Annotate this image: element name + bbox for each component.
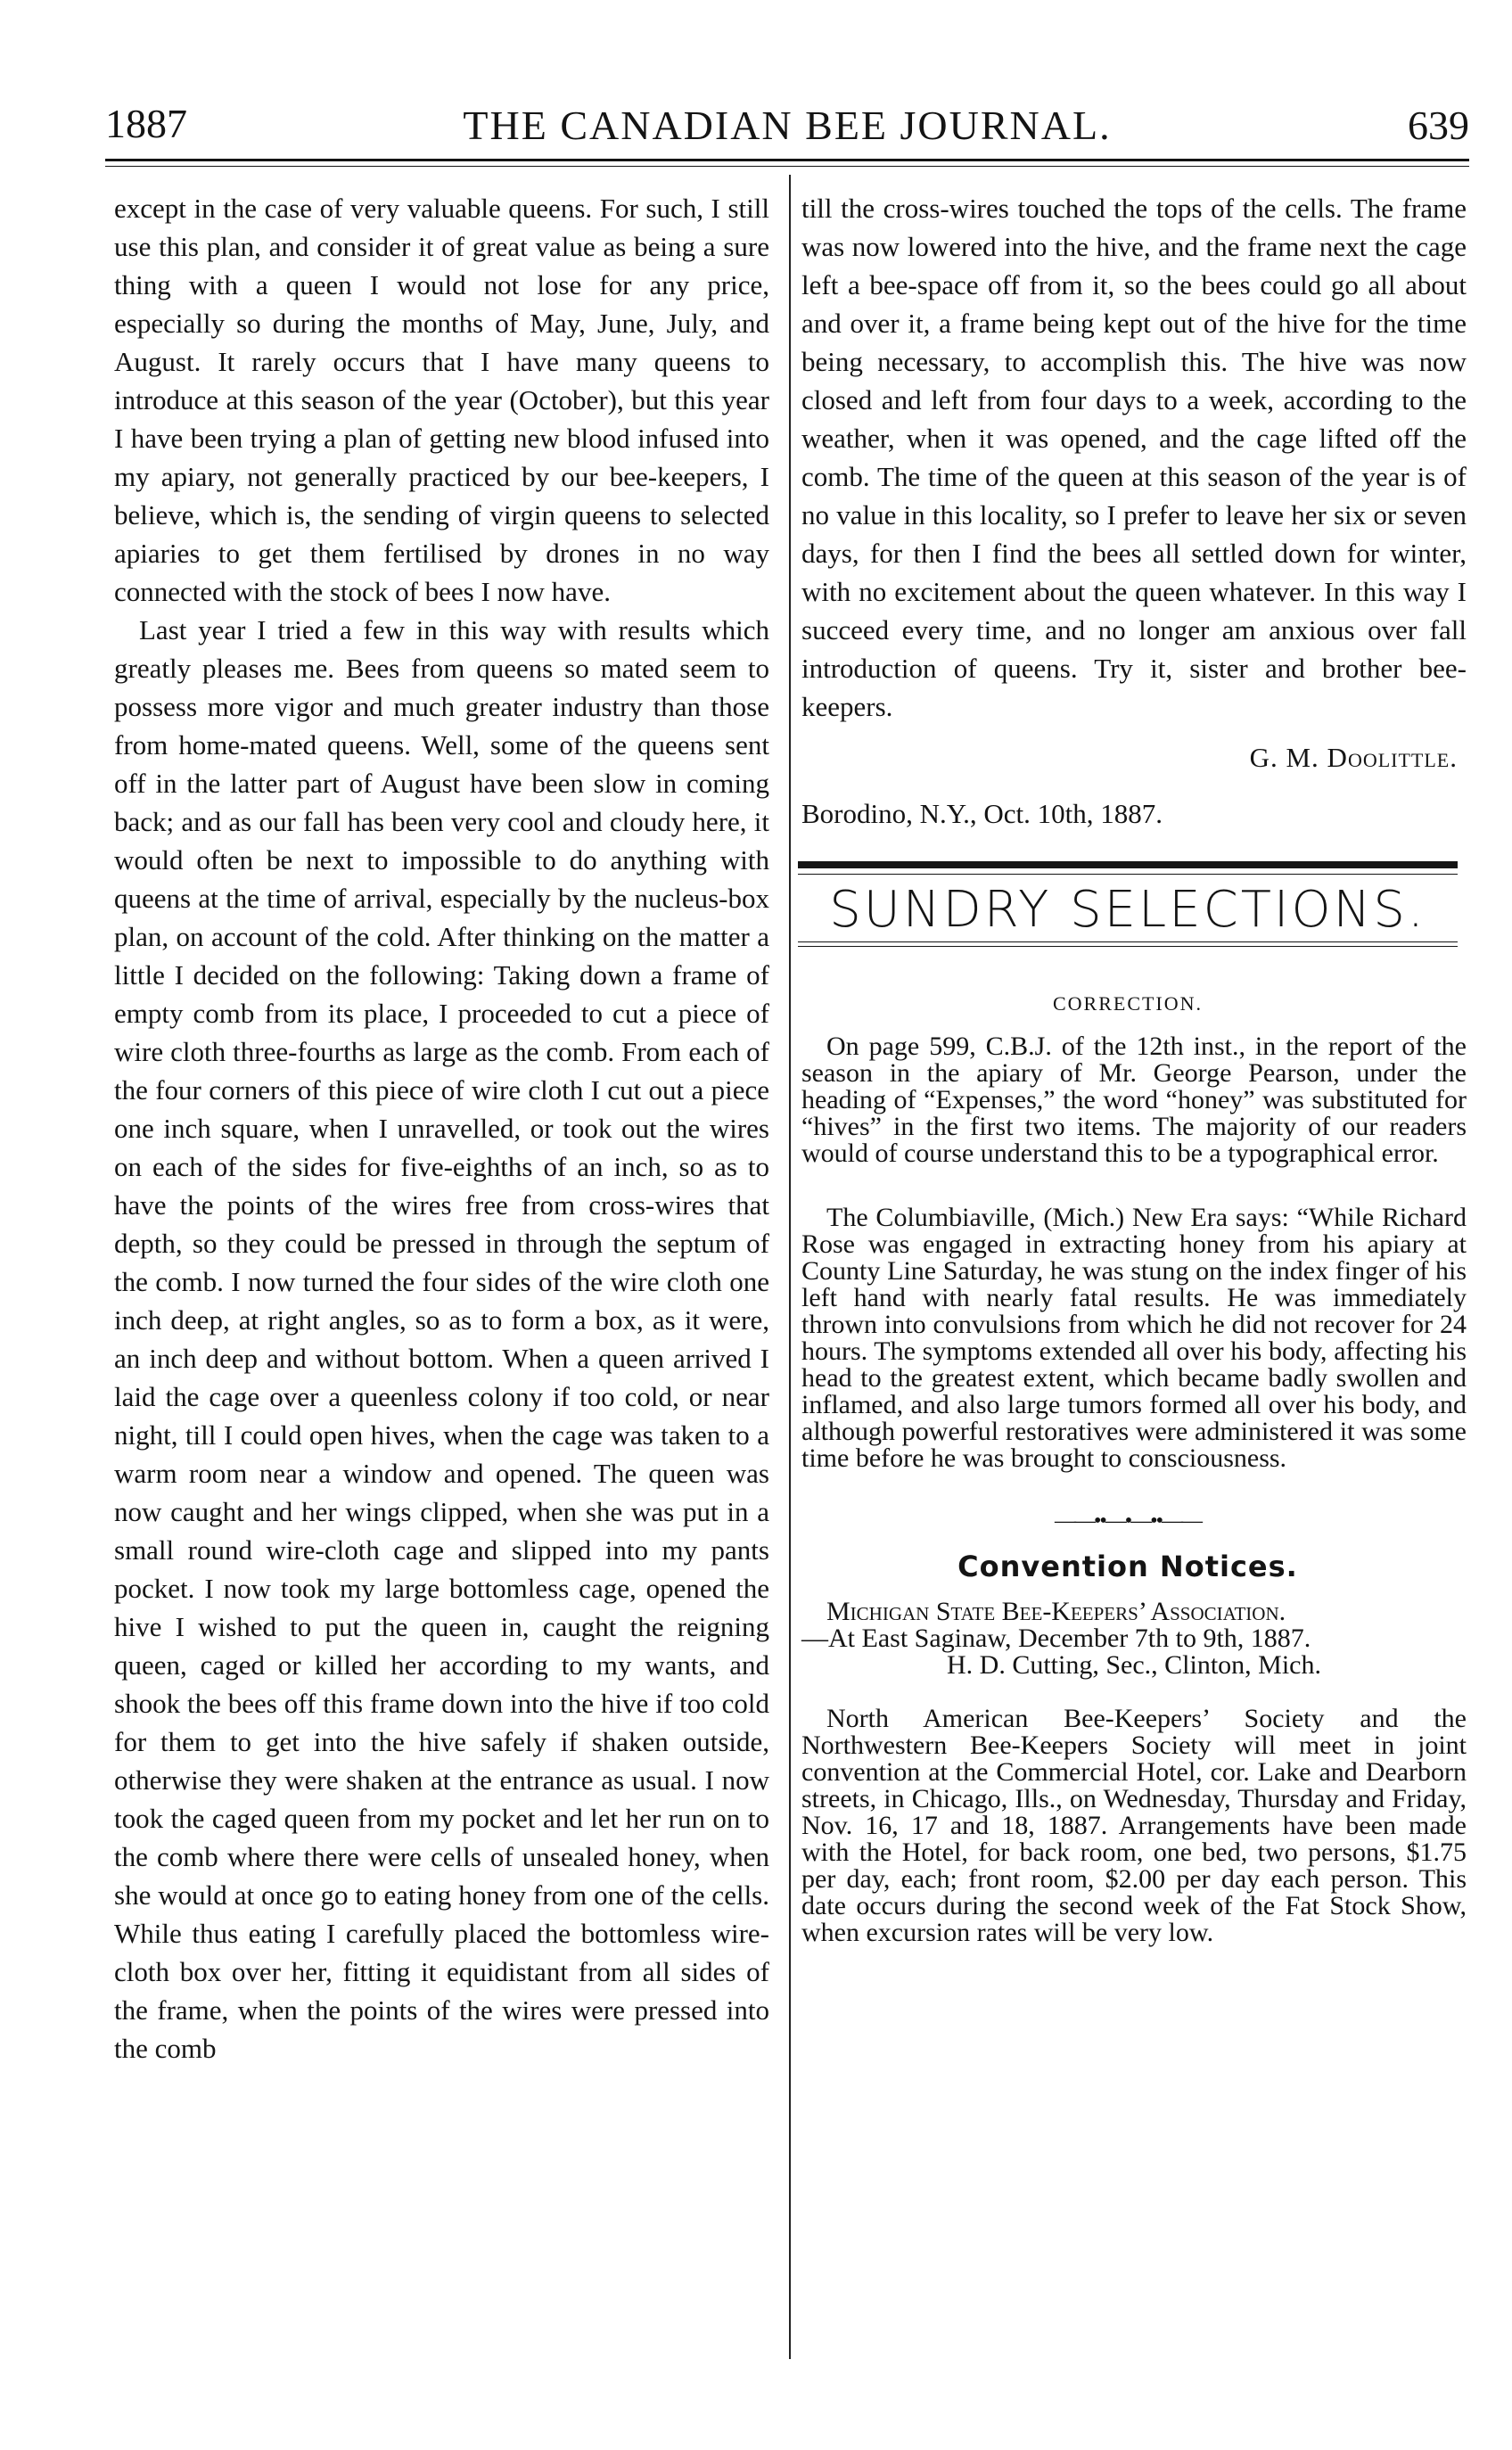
section-title: SUNDRY SELECTIONS. bbox=[829, 881, 1426, 939]
michigan-line-1: Michigan State Bee-Keepers’ Association. bbox=[826, 1597, 1286, 1626]
convention-block bbox=[789, 1599, 1467, 1946]
page-number: 639 bbox=[1408, 103, 1469, 148]
journal-title: THE CANADIAN BEE JOURNAL. bbox=[463, 103, 1112, 148]
signature: G. M. Doolittle. bbox=[1249, 742, 1458, 773]
left-paragraph-2: Last year I tried a few in this way with results which greatly pleases me. Bees from queens so mated seem to possess more vigor and much greater industry than those from home-mated queens. Well, some of the queens sent off in the latter part of August have been slow in coming back; and as our fall has been very cool and cloudy here, it would often be next to impossible to do anything with queens at the time of arrival, especially by the nucleus-box plan, on account of the cold. After thinking on the matter a little I decided on the following: Taking down a frame of empty comb from its place, I proceeded to cut a piece of wire cloth three-fourths as large as the comb. From each of the four corners of this piece of wire cloth I cut out a piece one inch square, when I unravelled, or took out the wires on each of the sides for five-eighths of an inch, so as to have the points of the wires free from cross-wires that depth, so they could be pressed in through the septum of the comb. I now turned the four sides of the wire cloth one inch deep, at right angles, so as to form a box, as it were, an inch deep and without bottom. When a queen arrived I laid the cage over a queenless colony if too cold, or near night, till I could open hives, when the cage was taken to a warm room near a window and opened. The queen was now caught and her wings clipped, when she was put in a small round wire-cloth cage and slipped into my pants pocket. I now took my large bottomless cage, opened the hive I wished to put the queen in, caught the reigning queen, caged or killed her according to my wants, and shook the bees off this frame down into the hive if too cold for them to get into the hive safely if shaken outside, otherwise they were shaken at the entrance as usual. I now took the caged queen from my pocket and let her run on to the comb where there were cells of unsealed honey, when she would at once go to eating honey from one of the cells. While thus eating I carefully placed the bottomless wire-cloth box over her, fitting it equidistant from all sides of the frame, when the points of the wires were pressed into the comb bbox=[114, 614, 769, 2064]
michigan-line-2: —At East Saginaw, December 7th to 9th, 1887. bbox=[801, 1624, 1311, 1653]
left-column bbox=[114, 189, 769, 2068]
right-paragraph-1: till the cross-wires touched the tops of the cells. The frame was now lowered into the hive, and the frame next the cage left a bee-space off from it, so the bees could go all about and over it, a frame being kept out of the hive for the time being necessary, to accomplish this. The hive was now closed and left from four days to a week, according to the weather, when it was opened, and the cage lifted off the comb. The time of the queen at this season of the year is of no value in this locality, so I prefer to leave her six or seven days, for then I find the bees all settled down for winter, with no excitement about the queen whatever. In this way I succeed every time, and no longer am anxious over fall introduction of queens. Try it, sister and brother bee-keepers. bbox=[801, 193, 1467, 722]
header-year: 1887 bbox=[105, 101, 187, 146]
left-paragraph-1: except in the case of very valuable queens. For such, I still use this plan, and consider it of great value as being a sure thing with a queen I would not lose for any price, especially so during the months of May, June, July, and August. It rarely occurs that I have many queens to introduce at this season of the year (October), but this year I have been trying a plan of getting new blood infused into my apiary, not generally practiced by our bee-keepers, I believe, which is, the sending of virgin queens to selected apiaries to get them fertilised by drones in no way connected with the stock of bees I now have. bbox=[114, 193, 769, 607]
section-rule-thin bbox=[798, 874, 1458, 875]
section-rule-below-1 bbox=[798, 941, 1458, 942]
dateline: Borodino, N.Y., Oct. 10th, 1887. bbox=[801, 798, 1163, 829]
north-american-text: North American Bee-Keepers’ Society and the Northwestern Bee-Keepers Society will meet in joint convention at the Commercial Hotel, cor. Lake and Dearborn streets, in Chicago, Ills., on Wednesday, Thursday and Friday, Nov. 16, 17 and 18, 1887. Arrangements have been made with the Hotel, for back room, one bed, two persons, $1.75 per day, each; front room, $2.00 per day each person. This date occurs during the second week of the Fat Stock Show, when excursion rates will be very low. bbox=[801, 1704, 1467, 1947]
section-rule-thick bbox=[798, 861, 1458, 868]
convention-heading: Convention Notices. bbox=[957, 1550, 1298, 1583]
section-rule-below-2 bbox=[798, 946, 1458, 947]
page-header bbox=[105, 100, 1469, 162]
correction-block bbox=[789, 1033, 1467, 1472]
right-column bbox=[789, 189, 1467, 1946]
ornament-divider: ——••—•—••—— bbox=[1054, 1509, 1201, 1533]
correction-heading: CORRECTION. bbox=[1052, 992, 1204, 1015]
header-rule-thin bbox=[105, 166, 1469, 167]
michigan-line-3: H. D. Cutting, Sec., Clinton, Mich. bbox=[947, 1650, 1321, 1680]
new-era-text: The Columbiaville, (Mich.) New Era says: “While Richard Rose was engaged in extracting honey from his apiary at County Line Saturday, he was stung on the index finger of his left hand with nearly fatal results. He was immediately thrown into convulsions from which he did not recover for 24 hours. The symptoms extended all over his body, affecting his head to the greatest extent, which became badly swollen and inflamed, and also large tumors formed all over his body, and although powerful restoratives were administered it was some time before he was brought to consciousness. bbox=[801, 1203, 1467, 1473]
correction-text: On page 599, C.B.J. of the 12th inst., in the report of the season in the apiary of Mr. George Pearson, under the heading of “Expenses,” the word “honey” was substituted for “hives” in the first two items. The majority of our readers would of course understand this to be a typographical error. bbox=[801, 1032, 1467, 1168]
header-rule bbox=[105, 159, 1469, 161]
